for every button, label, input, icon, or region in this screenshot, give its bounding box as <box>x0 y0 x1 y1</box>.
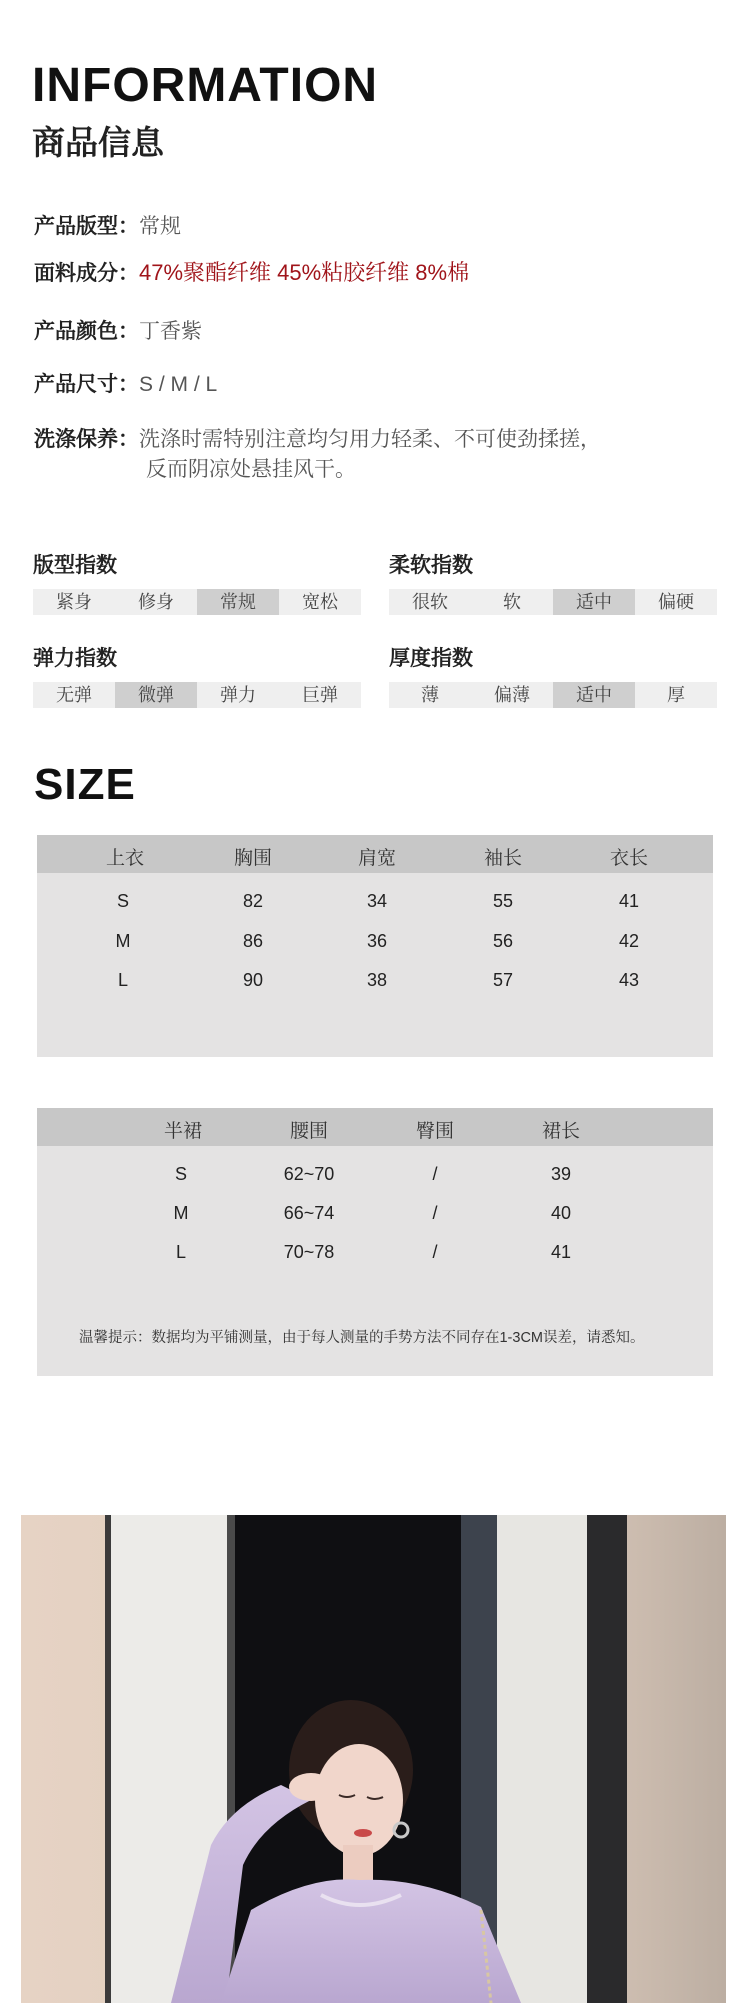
index-title: 厚度指数 <box>389 647 473 670</box>
product-info-heading: 商品信息 <box>32 124 164 161</box>
table-cell: L <box>175 1242 186 1262</box>
index-scale <box>33 589 361 615</box>
table-header-cell: 胸围 <box>233 848 272 869</box>
info-value: 洗涤时需特别注意均匀用力轻柔、不可使劲揉搓， <box>139 428 601 451</box>
table-header-cell: 臀围 <box>415 1121 454 1142</box>
size-tip-note: 温馨提示：数据均为平铺测量，由于每人测量的手势方法不同存在1-3CM误差，请悉知。 <box>79 1330 645 1346</box>
index-option: 弹力 <box>220 685 256 705</box>
table-cell: 34 <box>366 891 388 911</box>
table-cell: 40 <box>550 1203 572 1223</box>
skirt-size-table <box>37 1108 713 1376</box>
index-option-selected: 适中 <box>553 589 635 615</box>
index-scale <box>33 682 361 708</box>
index-option: 薄 <box>421 685 439 705</box>
model-photo-illustration <box>21 1515 726 2003</box>
table-header-cell: 肩宽 <box>357 848 396 869</box>
table-header-cell: 上衣 <box>105 848 144 869</box>
table-header-cell: 半裙 <box>163 1121 202 1142</box>
table-cell: M <box>173 1203 189 1223</box>
index-option-selected: 常规 <box>197 589 279 615</box>
table-cell: 42 <box>618 931 640 951</box>
index-title: 弹力指数 <box>33 647 117 670</box>
care-instruction-line2: 反而阴凉处悬挂风干。 <box>146 458 356 481</box>
table-cell: 66~74 <box>283 1203 335 1223</box>
info-key: 产品颜色： <box>34 320 139 343</box>
table-header-row <box>37 835 713 873</box>
index-option: 宽松 <box>302 592 338 612</box>
table-header-row <box>37 1108 713 1146</box>
index-option: 很软 <box>412 592 448 612</box>
index-option: 无弹 <box>56 685 92 705</box>
table-cell: 56 <box>492 931 514 951</box>
table-cell: 57 <box>492 970 514 990</box>
table-cell: 86 <box>242 931 264 951</box>
index-option: 软 <box>503 592 521 612</box>
table-cell: / <box>432 1203 438 1223</box>
info-key: 洗涤保养： <box>34 428 139 451</box>
table-header-cell: 袖长 <box>483 848 522 869</box>
index-option: 偏硬 <box>658 592 694 612</box>
index-option-selected: 适中 <box>553 682 635 708</box>
index-elasticity <box>33 642 361 708</box>
table-header-cell: 衣长 <box>609 848 648 869</box>
info-row-size <box>34 368 217 398</box>
info-value: S / M / L <box>139 373 218 396</box>
info-row-fit <box>34 210 181 240</box>
index-fit <box>33 549 361 615</box>
index-thickness <box>389 642 717 708</box>
table-header-cell: 裙长 <box>541 1121 580 1142</box>
table-cell: / <box>432 1242 438 1262</box>
index-option: 巨弹 <box>302 685 338 705</box>
table-cell: 82 <box>242 891 264 911</box>
info-value: 常规 <box>139 215 181 238</box>
table-cell: L <box>117 970 128 990</box>
information-heading: INFORMATION <box>32 59 379 112</box>
index-title: 版型指数 <box>33 554 117 577</box>
table-cell: M <box>115 931 131 951</box>
info-key: 产品版型： <box>34 215 139 238</box>
index-option: 修身 <box>138 592 174 612</box>
info-key: 面料成分： <box>34 262 139 285</box>
index-scale <box>389 682 717 708</box>
info-key: 产品尺寸： <box>34 373 139 396</box>
table-cell: 41 <box>618 891 640 911</box>
table-cell: 90 <box>242 970 264 990</box>
table-cell: 36 <box>366 931 388 951</box>
table-header-cell: 腰围 <box>289 1121 328 1142</box>
info-row-care <box>34 423 601 453</box>
info-row-color <box>34 315 202 345</box>
index-title: 柔软指数 <box>389 554 473 577</box>
index-option-selected: 微弹 <box>115 682 197 708</box>
info-value: 47%聚酯纤维 45%粘胶纤维 8%棉 <box>139 260 470 285</box>
table-cell: 62~70 <box>283 1164 335 1184</box>
index-option: 紧身 <box>56 592 92 612</box>
table-cell: 41 <box>550 1242 572 1262</box>
table-cell: 39 <box>550 1164 572 1184</box>
table-cell: 43 <box>618 970 640 990</box>
table-cell: / <box>432 1164 438 1184</box>
table-cell: 38 <box>366 970 388 990</box>
info-row-material <box>34 256 469 287</box>
table-cell: 70~78 <box>283 1242 335 1262</box>
index-option: 厚 <box>667 685 685 705</box>
info-value: 丁香紫 <box>139 320 202 343</box>
size-heading: SIZE <box>34 760 136 809</box>
index-softness <box>389 549 717 615</box>
table-cell: S <box>174 1164 187 1184</box>
table-cell: 55 <box>492 891 514 911</box>
index-scale <box>389 589 717 615</box>
model-photo <box>21 1515 726 2003</box>
top-size-table <box>37 835 713 1057</box>
table-cell: S <box>116 891 129 911</box>
index-option: 偏薄 <box>494 685 530 705</box>
